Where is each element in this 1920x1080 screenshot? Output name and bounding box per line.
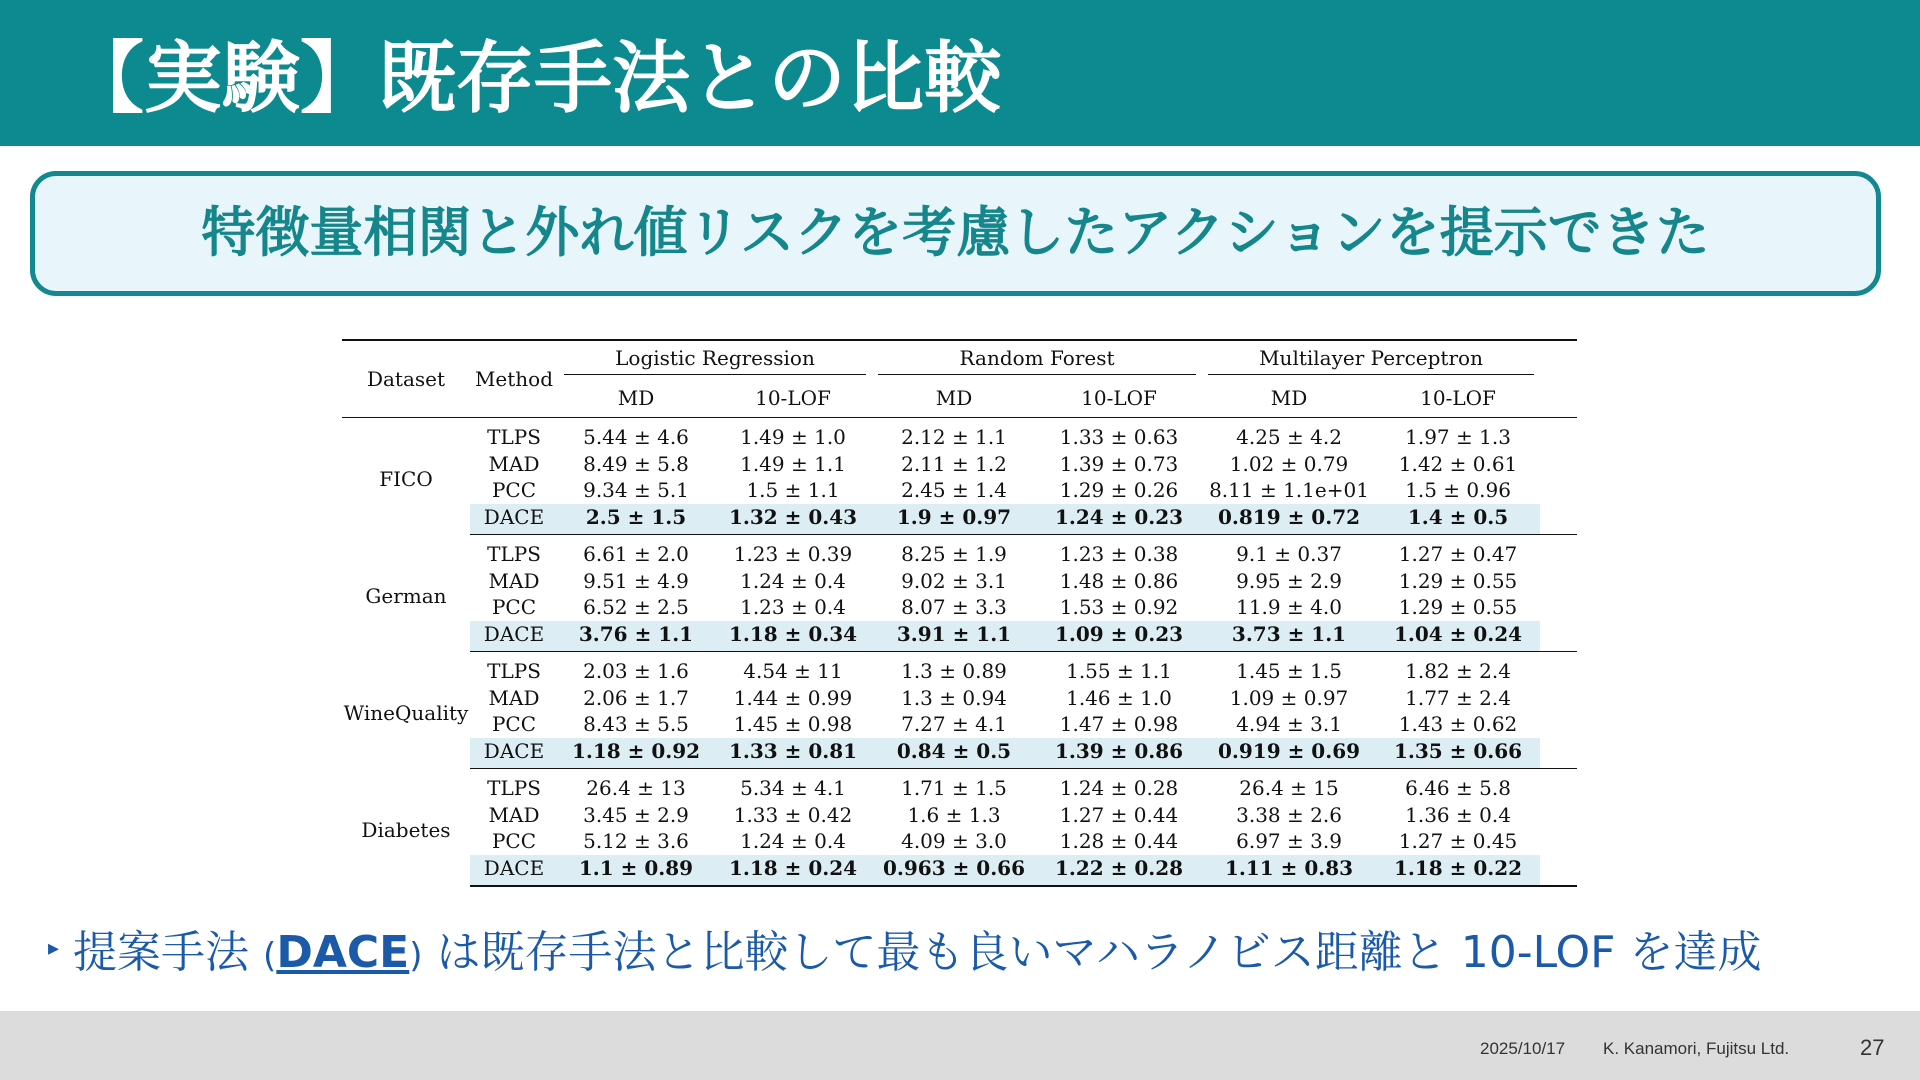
group-header-random-forest: Random Forest	[872, 340, 1202, 379]
metric-cell: 1.24 ± 0.4	[740, 568, 846, 593]
subheader-lof: 10-LOF	[714, 379, 872, 418]
table-row	[342, 828, 1577, 855]
metric-cell: 2.12 ± 1.1	[901, 425, 1007, 449]
metric-cell: 1.24 ± 0.28	[1059, 776, 1179, 800]
table-row	[342, 802, 1577, 829]
metric-cell: 1.39 ± 0.73	[1059, 451, 1179, 476]
subheader-lof: 10-LOF	[1376, 379, 1540, 418]
table-pad	[1540, 504, 1577, 535]
table-pad	[1540, 451, 1577, 478]
metric-cell: 1.18 ± 0.22	[1376, 855, 1540, 887]
metric-cell: 1.18 ± 0.92	[558, 738, 714, 769]
metric-cell: 26.4 ± 13	[586, 776, 686, 800]
bullet-prefix: 提案手法	[73, 927, 264, 978]
method-name: TLPS	[487, 659, 541, 683]
table-pad	[1540, 711, 1577, 738]
metric-cell: 1.77 ± 2.4	[1405, 685, 1511, 710]
table-pad	[1540, 568, 1577, 595]
dataset-name: German	[365, 583, 447, 608]
table-row	[342, 418, 1577, 451]
metric-cell: 1.33 ± 0.81	[714, 738, 872, 769]
page-number: 27	[1860, 1035, 1885, 1060]
table-pad	[1540, 652, 1577, 685]
metric-cell: 1.42 ± 0.61	[1398, 451, 1518, 476]
metric-cell: 1.3 ± 0.94	[901, 685, 1007, 710]
metric-cell: 8.07 ± 3.3	[901, 595, 1007, 619]
table-group-header-row	[342, 340, 1577, 379]
slide-title: 【実験】既存手法との比較	[66, 34, 1003, 124]
table-row	[342, 477, 1577, 504]
subheader-md: MD	[872, 379, 1036, 418]
table-pad	[1540, 855, 1577, 887]
dataset-name: WineQuality	[343, 700, 469, 725]
metric-cell: 3.76 ± 1.1	[558, 621, 714, 652]
metric-cell: 3.91 ± 1.1	[872, 621, 1036, 652]
group-header-multilayer-perceptron: Multilayer Perceptron	[1202, 340, 1540, 379]
metric-cell: 1.33 ± 0.63	[1059, 425, 1179, 449]
table-body	[342, 418, 1577, 887]
method-name: PCC	[491, 595, 537, 619]
metric-cell: 1.45 ± 1.5	[1236, 659, 1342, 683]
metric-cell: 1.46 ± 1.0	[1066, 685, 1172, 710]
metric-cell: 4.54 ± 11	[743, 659, 843, 683]
metric-cell: 1.49 ± 1.1	[740, 451, 846, 476]
metric-cell: 6.52 ± 2.5	[583, 595, 689, 619]
metric-cell: 1.27 ± 0.45	[1398, 829, 1518, 853]
metric-cell: 8.43 ± 5.5	[583, 712, 689, 736]
metric-cell: 1.29 ± 0.55	[1398, 568, 1518, 593]
metric-cell: 4.94 ± 3.1	[1236, 712, 1342, 736]
method-name: DACE	[470, 504, 558, 535]
metric-cell: 1.02 ± 0.79	[1229, 451, 1349, 476]
metric-cell: 7.27 ± 4.1	[901, 712, 1007, 736]
metric-cell: 2.5 ± 1.5	[558, 504, 714, 535]
table-pad	[1540, 738, 1577, 769]
table-pad	[1540, 535, 1577, 568]
table-row	[342, 451, 1577, 478]
table-row	[342, 535, 1577, 568]
dataset-name: FICO	[379, 467, 433, 491]
metric-cell: 1.1 ± 0.89	[558, 855, 714, 887]
metric-cell: 1.5 ± 0.96	[1405, 478, 1511, 502]
metric-cell: 3.73 ± 1.1	[1202, 621, 1376, 652]
dace-link[interactable]: DACE	[276, 927, 410, 978]
metric-cell: 4.09 ± 3.0	[901, 829, 1007, 853]
metric-cell: 1.28 ± 0.44	[1059, 829, 1179, 853]
metric-cell: 1.27 ± 0.47	[1398, 542, 1518, 566]
metric-cell: 11.9 ± 4.0	[1236, 595, 1342, 619]
metric-cell: 1.4 ± 0.5	[1376, 504, 1540, 535]
dataset-name: Diabetes	[361, 818, 451, 842]
metric-cell: 8.25 ± 1.9	[901, 542, 1007, 566]
metric-cell: 5.34 ± 4.1	[740, 776, 846, 800]
bullet-paren-close: )	[409, 936, 423, 976]
metric-cell: 9.51 ± 4.9	[583, 568, 689, 593]
metric-cell: 8.11 ± 1.1e+01	[1209, 478, 1369, 502]
metric-cell: 1.3 ± 0.89	[901, 659, 1007, 683]
summary-bullet	[48, 918, 1761, 988]
metric-cell: 1.23 ± 0.38	[1059, 542, 1179, 566]
table-row	[342, 594, 1577, 621]
metric-cell: 1.09 ± 0.23	[1036, 621, 1202, 652]
table-row	[342, 652, 1577, 685]
metric-cell: 1.27 ± 0.44	[1059, 802, 1179, 827]
metric-cell: 1.23 ± 0.39	[733, 542, 853, 566]
table-pad	[1540, 477, 1577, 504]
footer-date: 2025/10/17	[1480, 1039, 1566, 1058]
bullet-triangle-icon: ▸	[48, 936, 60, 961]
table-row	[342, 711, 1577, 738]
table-pad	[1540, 685, 1577, 712]
metric-cell: 3.45 ± 2.9	[583, 802, 689, 827]
table-pad	[1540, 802, 1577, 829]
metric-cell: 1.22 ± 0.28	[1036, 855, 1202, 887]
method-name: TLPS	[487, 776, 541, 800]
group-header-logistic-regression: Logistic Regression	[558, 340, 872, 379]
metric-cell: 1.32 ± 0.43	[714, 504, 872, 535]
table-pad	[1540, 418, 1577, 451]
metric-cell: 1.47 ± 0.98	[1059, 712, 1179, 736]
method-name: MAD	[488, 568, 540, 593]
table-row	[342, 621, 1577, 652]
metric-cell: 1.55 ± 1.1	[1066, 659, 1172, 683]
subheader-md: MD	[558, 379, 714, 418]
method-name: DACE	[470, 855, 558, 887]
key-message-text: 特徴量相関と外れ値リスクを考慮したアクションを提示できた	[201, 201, 1710, 264]
subheader-md: MD	[1202, 379, 1376, 418]
metric-cell: 1.82 ± 2.4	[1405, 659, 1511, 683]
table-pad	[1540, 828, 1577, 855]
metric-cell: 3.38 ± 2.6	[1236, 802, 1342, 827]
metric-cell: 9.95 ± 2.9	[1236, 568, 1342, 593]
method-name: MAD	[488, 685, 540, 710]
method-name: PCC	[491, 712, 537, 736]
method-name: PCC	[491, 478, 537, 502]
bullet-paren-open: (	[263, 936, 277, 976]
method-name: DACE	[470, 621, 558, 652]
metric-cell: 6.61 ± 2.0	[583, 542, 689, 566]
metric-cell: 1.04 ± 0.24	[1376, 621, 1540, 652]
method-name: MAD	[488, 451, 540, 476]
metric-cell: 9.34 ± 5.1	[583, 478, 689, 502]
table-row	[342, 855, 1577, 887]
metric-cell: 1.45 ± 0.98	[733, 712, 853, 736]
key-message-callout	[30, 171, 1881, 296]
footer-bar	[0, 1011, 1920, 1080]
metric-cell: 6.97 ± 3.9	[1236, 829, 1342, 853]
metric-cell: 1.44 ± 0.99	[733, 685, 853, 710]
metric-cell: 5.44 ± 4.6	[583, 425, 689, 449]
metric-cell: 1.35 ± 0.66	[1376, 738, 1540, 769]
table-pad	[1540, 769, 1577, 802]
metric-cell: 1.6 ± 1.3	[907, 802, 1001, 827]
metric-cell: 5.12 ± 3.6	[583, 829, 689, 853]
metric-cell: 1.24 ± 0.4	[740, 829, 846, 853]
metric-cell: 9.1 ± 0.37	[1236, 542, 1342, 566]
metric-cell: 6.46 ± 5.8	[1405, 776, 1511, 800]
metric-cell: 1.29 ± 0.26	[1059, 478, 1179, 502]
metric-cell: 1.18 ± 0.34	[714, 621, 872, 652]
bullet-suffix: は既存手法と比較して最も良いマハラノビス距離と 10-LOF を達成	[422, 927, 1762, 978]
metric-cell: 9.02 ± 3.1	[901, 568, 1007, 593]
table-row	[342, 568, 1577, 595]
table-row	[342, 769, 1577, 802]
metric-cell: 1.5 ± 1.1	[746, 478, 840, 502]
subheader-lof: 10-LOF	[1036, 379, 1202, 418]
metric-cell: 4.25 ± 4.2	[1236, 425, 1342, 449]
metric-cell: 1.09 ± 0.97	[1229, 685, 1349, 710]
dataset-header: Dataset	[342, 340, 470, 418]
table-row	[342, 685, 1577, 712]
metric-cell: 1.23 ± 0.4	[740, 595, 846, 619]
table-row	[342, 504, 1577, 535]
metric-cell: 1.36 ± 0.4	[1405, 802, 1511, 827]
method-name: PCC	[491, 829, 537, 853]
method-header: Method	[470, 340, 558, 418]
metric-cell: 1.18 ± 0.24	[714, 855, 872, 887]
metric-cell: 0.919 ± 0.69	[1202, 738, 1376, 769]
metric-cell: 1.33 ± 0.42	[733, 802, 853, 827]
results-table	[342, 339, 1577, 887]
metric-cell: 1.49 ± 1.0	[740, 425, 846, 449]
metric-cell: 1.71 ± 1.5	[901, 776, 1007, 800]
metric-cell: 1.11 ± 0.83	[1202, 855, 1376, 887]
metric-cell: 1.39 ± 0.86	[1036, 738, 1202, 769]
method-name: TLPS	[487, 542, 541, 566]
metric-cell: 26.4 ± 15	[1239, 776, 1339, 800]
metric-cell: 1.9 ± 0.97	[872, 504, 1036, 535]
metric-cell: 1.48 ± 0.86	[1059, 568, 1179, 593]
metric-cell: 0.84 ± 0.5	[872, 738, 1036, 769]
method-name: TLPS	[487, 425, 541, 449]
title-bar	[0, 0, 1920, 146]
metric-cell: 1.24 ± 0.23	[1036, 504, 1202, 535]
table-row	[342, 738, 1577, 769]
method-name: MAD	[488, 802, 540, 827]
metric-cell: 1.43 ± 0.62	[1398, 712, 1518, 736]
table-pad	[1540, 594, 1577, 621]
metric-cell: 8.49 ± 5.8	[583, 451, 689, 476]
metric-cell: 1.97 ± 1.3	[1405, 425, 1511, 449]
metric-cell: 1.53 ± 0.92	[1059, 595, 1179, 619]
method-name: DACE	[470, 738, 558, 769]
table-pad	[1540, 621, 1577, 652]
metric-cell: 2.45 ± 1.4	[901, 478, 1007, 502]
metric-cell: 2.11 ± 1.2	[901, 451, 1007, 476]
metric-cell: 0.819 ± 0.72	[1202, 504, 1376, 535]
footer-author: K. Kanamori, Fujitsu Ltd.	[1603, 1039, 1790, 1058]
metric-cell: 0.963 ± 0.66	[872, 855, 1036, 887]
metric-cell: 1.29 ± 0.55	[1398, 595, 1518, 619]
metric-cell: 2.03 ± 1.6	[583, 659, 689, 683]
metric-cell: 2.06 ± 1.7	[583, 685, 689, 710]
